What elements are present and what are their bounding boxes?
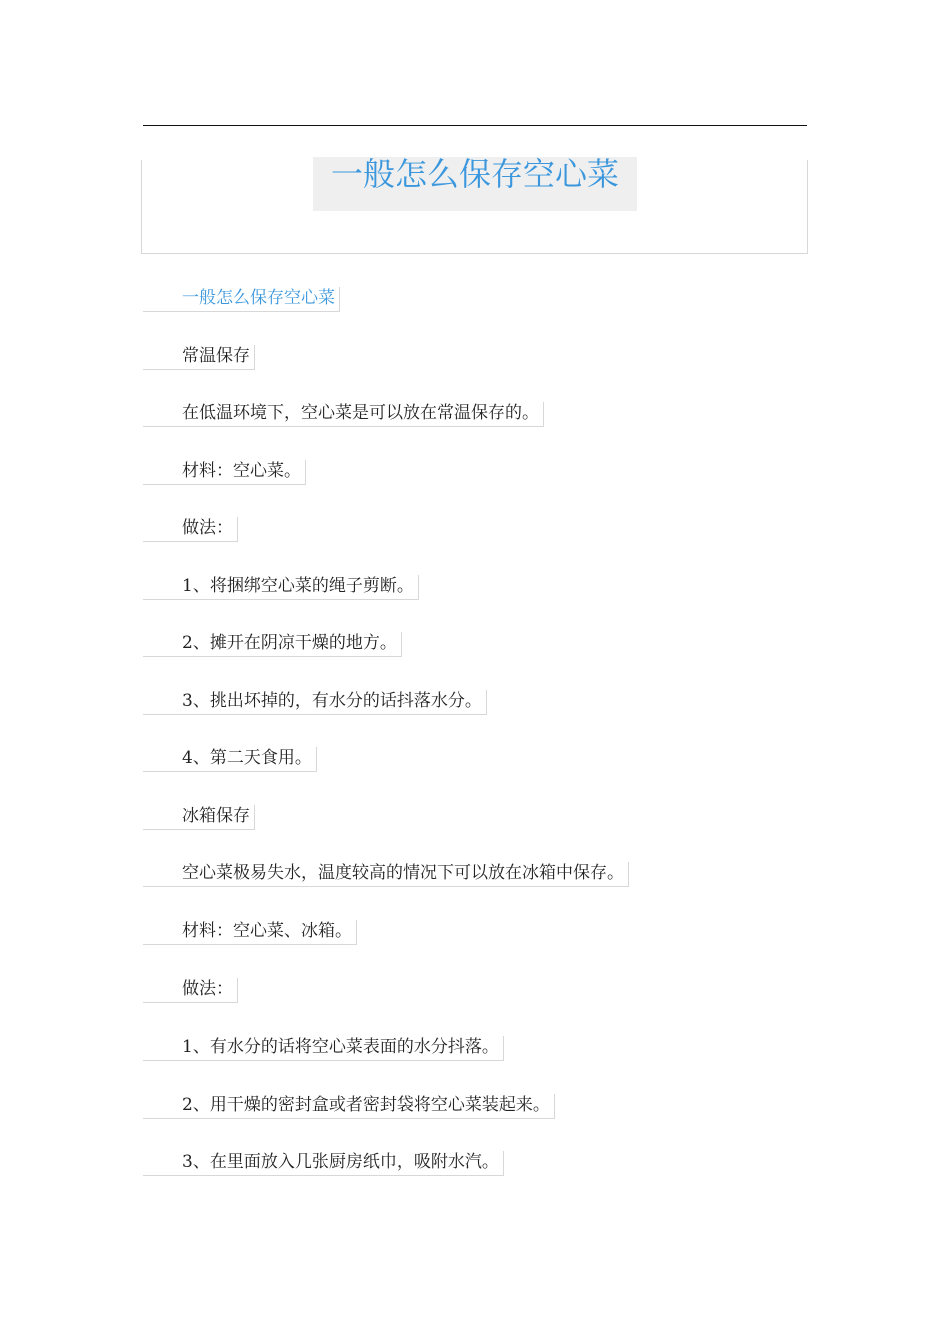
step-item: 3、挑出坏掉的，有水分的话抖落水分。	[143, 690, 487, 715]
section-heading-room-temperature: 常温保存	[143, 345, 255, 370]
materials-line: 材料：空心菜、冰箱。	[143, 920, 357, 945]
step-item: 4、第二天食用。	[143, 747, 317, 772]
document-title: 一般怎么保存空心菜	[330, 155, 619, 193]
method-label: 做法：	[143, 978, 238, 1003]
header-rule	[143, 125, 807, 126]
step-item: 2、摊开在阴凉干燥的地方。	[143, 632, 402, 657]
step-item: 2、用干燥的密封盒或者密封袋将空心菜装起来。	[143, 1094, 555, 1119]
paragraph: 在低温环境下，空心菜是可以放在常温保存的。	[143, 402, 544, 427]
step-item: 1、有水分的话将空心菜表面的水分抖落。	[143, 1036, 504, 1061]
step-item: 3、在里面放入几张厨房纸巾，吸附水汽。	[143, 1151, 504, 1176]
section-heading-refrigerator: 冰箱保存	[143, 805, 255, 830]
subtitle-link[interactable]: 一般怎么保存空心菜	[143, 287, 340, 312]
method-label: 做法：	[143, 517, 238, 542]
materials-line: 材料：空心菜。	[143, 460, 306, 485]
paragraph: 空心菜极易失水，温度较高的情况下可以放在冰箱中保存。	[143, 862, 629, 887]
step-item: 1、将捆绑空心菜的绳子剪断。	[143, 575, 419, 600]
